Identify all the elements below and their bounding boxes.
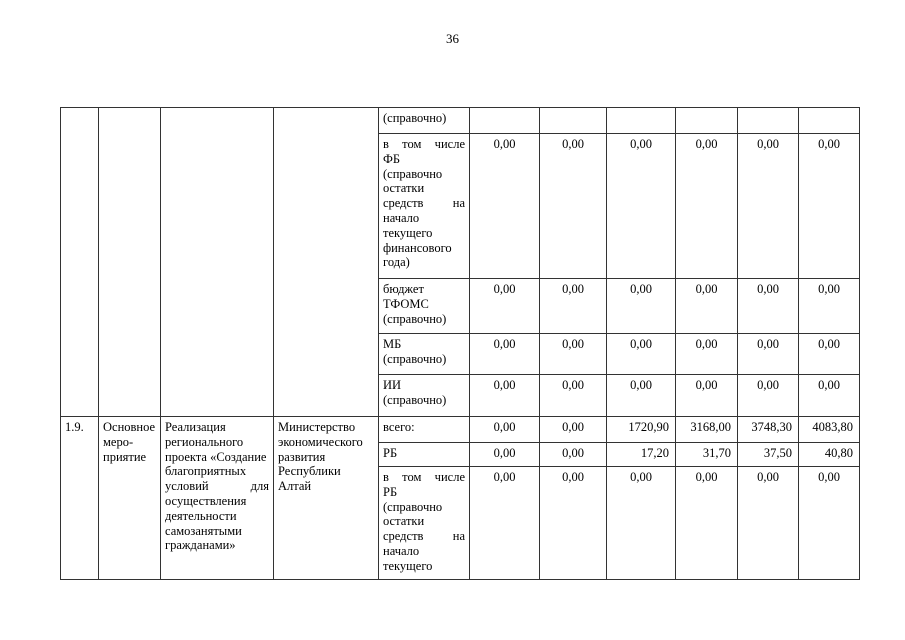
value-cell: 0,00 bbox=[607, 334, 676, 375]
source-line: остатки bbox=[383, 514, 425, 529]
value-cell: 37,50 bbox=[738, 443, 799, 467]
source-cell: (справочно) bbox=[379, 108, 470, 134]
value-cell: 0,00 bbox=[470, 417, 540, 443]
value-cell: 0,00 bbox=[540, 134, 607, 279]
item-name-line: благоприятных bbox=[165, 464, 247, 479]
source-cell bbox=[379, 467, 470, 580]
item-name-line: осуществления bbox=[165, 493, 247, 508]
source-line: в том числе bbox=[383, 470, 465, 484]
value-cell: 4083,80 bbox=[799, 417, 860, 443]
value-cell bbox=[676, 108, 738, 134]
source-line: (справочно bbox=[383, 166, 443, 181]
source-line: (справочно) bbox=[383, 392, 447, 407]
budget-table bbox=[60, 107, 860, 580]
item-type-line: приятие bbox=[103, 449, 147, 464]
item-type-cell bbox=[99, 417, 161, 580]
value-cell bbox=[540, 108, 607, 134]
item-executor-line: Министерство bbox=[278, 420, 356, 434]
value-cell: 0,00 bbox=[738, 334, 799, 375]
source-line: средств на bbox=[383, 196, 465, 211]
source-line: текущего bbox=[383, 225, 433, 240]
value-cell: 1720,90 bbox=[607, 417, 676, 443]
value-cell: 0,00 bbox=[799, 279, 860, 334]
value-cell: 0,00 bbox=[676, 334, 738, 375]
value-cell bbox=[738, 108, 799, 134]
value-cell: 3748,30 bbox=[738, 417, 799, 443]
name-cell bbox=[161, 108, 274, 417]
value-cell: 0,00 bbox=[607, 375, 676, 417]
value-cell: 0,00 bbox=[799, 134, 860, 279]
source-line: начало bbox=[383, 543, 420, 558]
item-name-line: гражданами» bbox=[165, 538, 236, 553]
item-executor-cell bbox=[274, 417, 379, 580]
item-name-cell bbox=[161, 417, 274, 580]
source-line: в том числе bbox=[383, 137, 465, 151]
page-number: 36 bbox=[446, 31, 459, 46]
executor-cell bbox=[274, 108, 379, 417]
item-name-line: регионального bbox=[165, 434, 244, 449]
source-line: (справочно) bbox=[383, 351, 447, 366]
value-cell: 0,00 bbox=[738, 279, 799, 334]
source-cell bbox=[379, 334, 470, 375]
table-row bbox=[61, 108, 860, 134]
type-cell bbox=[99, 108, 161, 417]
source-line: МБ bbox=[383, 337, 402, 351]
item-name-line: деятельности bbox=[165, 508, 237, 523]
source-line: остатки bbox=[383, 181, 425, 196]
value-cell: 0,00 bbox=[470, 334, 540, 375]
value-cell: 0,00 bbox=[540, 375, 607, 417]
value-cell: 3168,00 bbox=[676, 417, 738, 443]
value-cell bbox=[607, 108, 676, 134]
item-name-line: проекта «Создание bbox=[165, 449, 267, 464]
source-cell bbox=[379, 375, 470, 417]
value-cell: 40,80 bbox=[799, 443, 860, 467]
value-cell: 0,00 bbox=[607, 279, 676, 334]
value-cell: 0,00 bbox=[676, 279, 738, 334]
source-cell: всего: bbox=[379, 417, 470, 443]
value-cell: 0,00 bbox=[470, 134, 540, 279]
item-type-line: Основное bbox=[103, 420, 156, 434]
value-cell: 0,00 bbox=[676, 375, 738, 417]
value-cell: 0,00 bbox=[470, 467, 540, 580]
value-cell: 0,00 bbox=[799, 334, 860, 375]
source-line: ИИ bbox=[383, 378, 402, 392]
value-cell: 0,00 bbox=[676, 134, 738, 279]
number-cell bbox=[61, 108, 99, 417]
item-number-cell: 1.9. bbox=[61, 417, 99, 580]
value-cell: 0,00 bbox=[676, 467, 738, 580]
value-cell: 0,00 bbox=[540, 467, 607, 580]
value-cell: 0,00 bbox=[540, 334, 607, 375]
value-cell: 31,70 bbox=[676, 443, 738, 467]
source-line: финансового bbox=[383, 240, 452, 255]
source-cell bbox=[379, 279, 470, 334]
value-cell: 0,00 bbox=[738, 134, 799, 279]
value-cell bbox=[799, 108, 860, 134]
item-type-line: меро- bbox=[103, 434, 134, 449]
value-cell: 0,00 bbox=[607, 134, 676, 279]
source-cell: РБ bbox=[379, 443, 470, 467]
source-cell bbox=[379, 134, 470, 279]
value-cell bbox=[470, 108, 540, 134]
value-cell: 0,00 bbox=[540, 279, 607, 334]
source-line: года) bbox=[383, 255, 410, 270]
source-line: (справочно bbox=[383, 499, 443, 514]
source-line: бюджет bbox=[383, 282, 424, 296]
value-cell: 0,00 bbox=[738, 375, 799, 417]
source-line: начало bbox=[383, 210, 420, 225]
value-cell: 0,00 bbox=[470, 375, 540, 417]
table-row bbox=[61, 417, 860, 443]
value-cell: 0,00 bbox=[738, 467, 799, 580]
source-line: текущего bbox=[383, 558, 433, 573]
item-name-line: условий для bbox=[165, 479, 269, 494]
item-executor-line: экономического bbox=[278, 434, 363, 449]
value-cell: 0,00 bbox=[540, 443, 607, 467]
source-line: средств на bbox=[383, 529, 465, 544]
source-line: (справочно) bbox=[383, 311, 447, 326]
source-line: РБ bbox=[383, 484, 398, 499]
value-cell: 0,00 bbox=[799, 375, 860, 417]
value-cell: 0,00 bbox=[540, 417, 607, 443]
value-cell: 0,00 bbox=[799, 467, 860, 580]
item-name-line: самозанятыми bbox=[165, 523, 242, 538]
value-cell: 0,00 bbox=[470, 443, 540, 467]
item-executor-line: Алтай bbox=[278, 479, 312, 494]
source-line: ТФОМС bbox=[383, 296, 429, 311]
item-name-line: Реализация bbox=[165, 420, 226, 434]
item-executor-line: развития bbox=[278, 449, 326, 464]
item-executor-line: Республики bbox=[278, 464, 341, 479]
source-line: ФБ bbox=[383, 151, 401, 166]
value-cell: 0,00 bbox=[607, 467, 676, 580]
value-cell: 0,00 bbox=[470, 279, 540, 334]
value-cell: 17,20 bbox=[607, 443, 676, 467]
